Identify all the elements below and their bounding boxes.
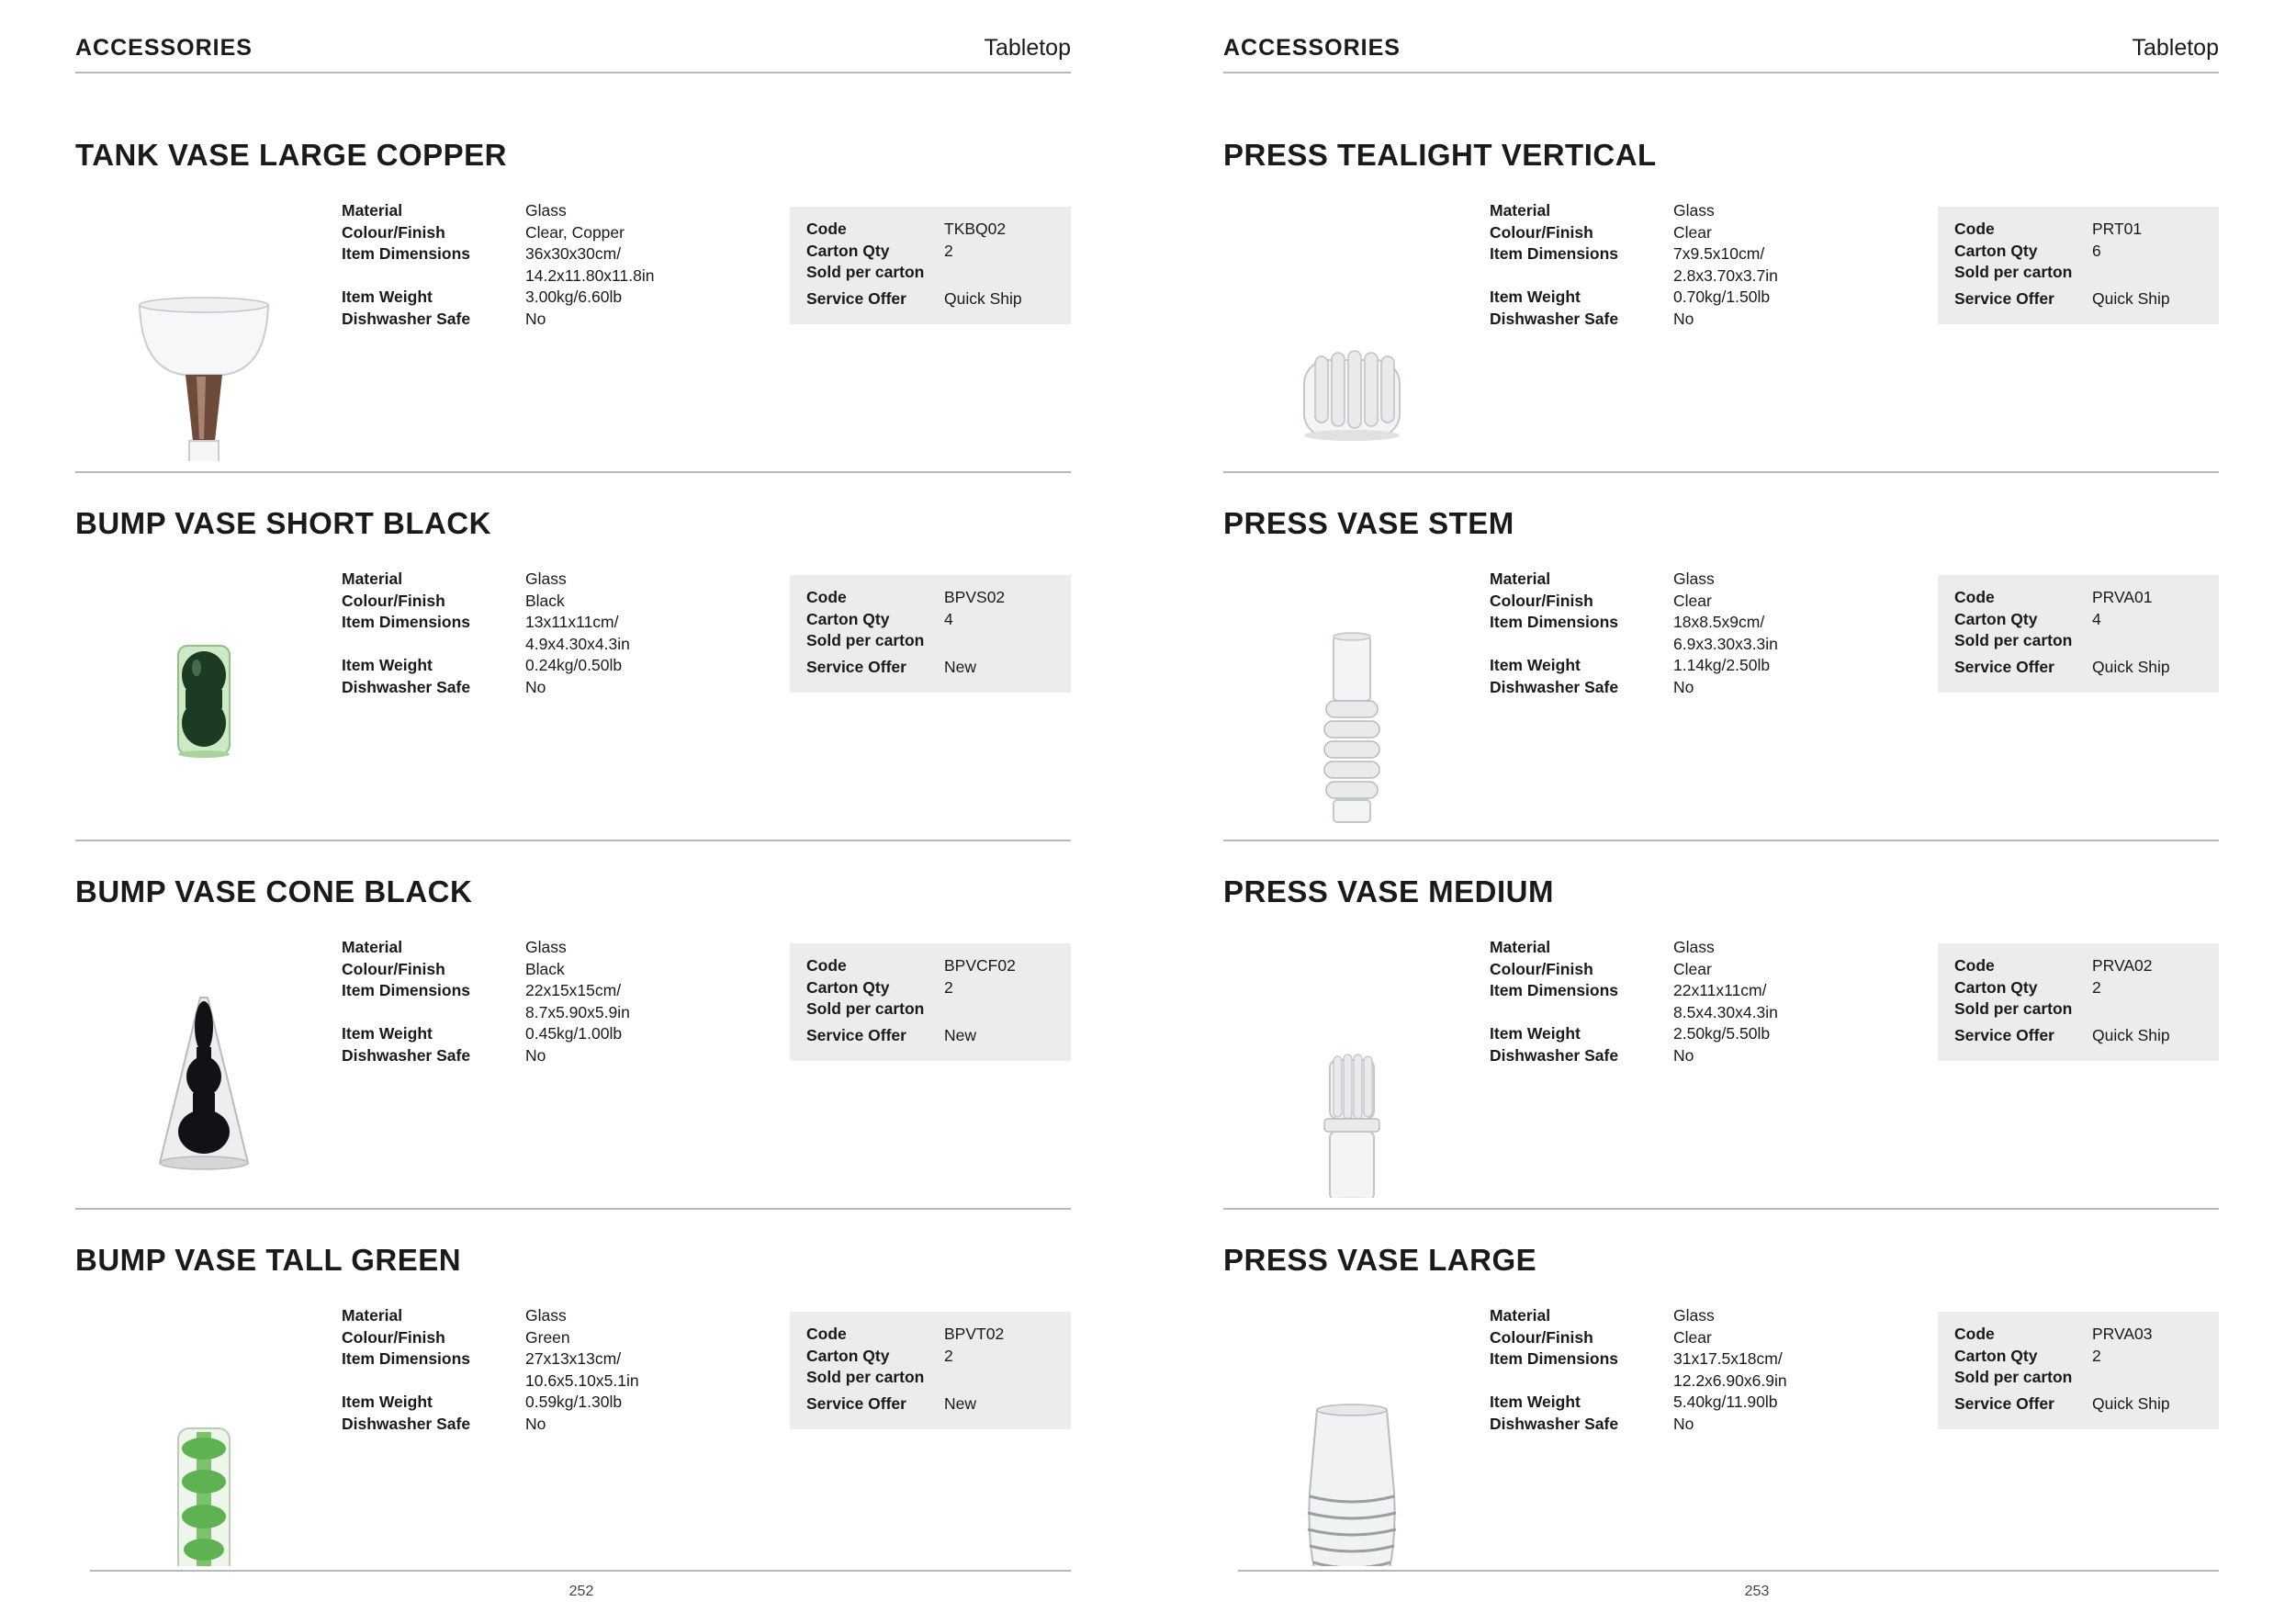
code-value: BPVCF02 [944, 956, 1016, 975]
page-number: 253 [1744, 1584, 1770, 1599]
product-card [1223, 471, 2219, 839]
carton-qty-label: Carton Qty [1954, 977, 2038, 997]
code-value: BPVS02 [944, 588, 1006, 606]
service-offer-label: Service Offer [806, 288, 906, 308]
weight-value: 0.45kg/1.00lb [525, 1024, 623, 1043]
order-info-box [1938, 207, 2219, 324]
product-title: PRESS TEALIGHT VERTICAL [1223, 138, 1657, 172]
material-value: Glass [1673, 1306, 1715, 1325]
finish-value: Clear, Copper [525, 222, 625, 242]
carton-qty-value: 4 [2092, 609, 2101, 628]
carton-qty-value: 4 [944, 609, 953, 628]
sold-per-carton-label: Sold per carton [1954, 631, 2073, 649]
dishwasher-label: Dishwasher Safe [1490, 1414, 1619, 1433]
dishwasher-label: Dishwasher Safe [342, 677, 471, 696]
finish-value: Clear [1673, 222, 1712, 242]
weight-value: 0.59kg/1.30lb [525, 1393, 623, 1411]
carton-qty-value: 2 [944, 1346, 953, 1365]
code-label: Code [1954, 588, 1995, 606]
finish-label: Colour/Finish [1490, 222, 1593, 242]
dimensions-cm-value: 22x15x15cm/ [525, 981, 622, 999]
material-label: Material [1490, 938, 1551, 956]
bump-vase-cone-image [112, 931, 296, 1198]
code-label: Code [806, 1325, 847, 1343]
dimensions-cm-value: 31x17.5x18cm/ [1673, 1349, 1783, 1368]
carton-qty-label: Carton Qty [1954, 609, 2038, 628]
dimensions-cm-value: 36x30x30cm/ [525, 244, 622, 263]
weight-label: Item Weight [342, 656, 433, 674]
material-value: Glass [1673, 201, 1715, 220]
dishwasher-value: No [1673, 1414, 1694, 1433]
dishwasher-label: Dishwasher Safe [1490, 677, 1619, 696]
dimensions-cm-value: 27x13x13cm/ [525, 1349, 622, 1368]
order-info-box [1938, 575, 2219, 693]
code-value: PRVA01 [2092, 588, 2153, 606]
finish-label: Colour/Finish [1490, 959, 1593, 978]
dimensions-in-value: 6.9x3.30x3.3in [1673, 634, 1778, 653]
carton-qty-value: 2 [944, 241, 953, 260]
dishwasher-value: No [1673, 677, 1694, 696]
finish-label: Colour/Finish [342, 959, 445, 978]
carton-qty-label: Carton Qty [806, 977, 890, 997]
product-specs [342, 200, 746, 330]
carton-qty-value: 2 [2092, 1346, 2101, 1365]
finish-value: Black [525, 959, 565, 978]
material-value: Glass [525, 201, 567, 220]
dishwasher-label: Dishwasher Safe [342, 309, 471, 328]
dimensions-label: Item Dimensions [342, 981, 471, 999]
dimensions-label: Item Dimensions [1490, 1349, 1619, 1368]
catalog-page-right [1148, 0, 2296, 1624]
order-info-box [790, 943, 1071, 1061]
dishwasher-value: No [525, 677, 546, 696]
dishwasher-value: No [525, 309, 546, 328]
dimensions-cm-value: 7x9.5x10cm/ [1673, 244, 1765, 263]
sold-per-carton-label: Sold per carton [806, 1368, 925, 1386]
service-offer-value: Quick Ship [2092, 1025, 2170, 1044]
dimensions-cm-value: 22x11x11cm/ [1673, 981, 1767, 999]
footer-divider [1238, 1570, 2219, 1572]
code-label: Code [1954, 1325, 1995, 1343]
dimensions-label: Item Dimensions [1490, 981, 1619, 999]
product-title: BUMP VASE SHORT BLACK [75, 506, 491, 540]
weight-value: 1.14kg/2.50lb [1673, 656, 1771, 674]
code-label: Code [1954, 220, 1995, 238]
dishwasher-label: Dishwasher Safe [1490, 309, 1619, 328]
service-offer-value: Quick Ship [2092, 288, 2170, 308]
product-specs [342, 937, 746, 1066]
finish-label: Colour/Finish [1490, 591, 1593, 610]
code-value: PRT01 [2092, 220, 2143, 238]
finish-label: Colour/Finish [342, 591, 445, 610]
product-specs [1490, 569, 1894, 698]
product-title: BUMP VASE CONE BLACK [75, 874, 473, 908]
service-offer-value: Quick Ship [944, 288, 1022, 308]
material-label: Material [342, 201, 403, 220]
dishwasher-value: No [525, 1045, 546, 1065]
sold-per-carton-label: Sold per carton [806, 999, 925, 1018]
order-info-box [790, 575, 1071, 693]
finish-value: Clear [1673, 591, 1712, 610]
page-header [1223, 33, 2219, 73]
product-card [75, 840, 1071, 1207]
dishwasher-label: Dishwasher Safe [342, 1045, 471, 1065]
section-title: ACCESSORIES [1223, 35, 1401, 61]
product-title: PRESS VASE STEM [1223, 506, 1514, 540]
weight-value: 0.24kg/0.50lb [525, 656, 623, 674]
product-divider [75, 471, 1071, 473]
dishwasher-value: No [1673, 309, 1694, 328]
product-card [75, 1208, 1071, 1575]
product-card [75, 103, 1071, 470]
carton-qty-value: 2 [944, 977, 953, 997]
weight-label: Item Weight [342, 1393, 433, 1411]
service-offer-label: Service Offer [806, 1393, 906, 1413]
weight-label: Item Weight [1490, 288, 1581, 306]
carton-qty-label: Carton Qty [1954, 1346, 2038, 1365]
code-label: Code [806, 220, 847, 238]
carton-qty-label: Carton Qty [806, 241, 890, 260]
press-vase-stem-image [1260, 563, 1444, 829]
service-offer-label: Service Offer [806, 1025, 906, 1044]
dimensions-label: Item Dimensions [342, 1349, 471, 1368]
page-header [75, 33, 1071, 73]
dishwasher-value: No [525, 1414, 546, 1433]
product-specs [1490, 1305, 1894, 1435]
dimensions-cm-value: 13x11x11cm/ [525, 613, 619, 631]
weight-label: Item Weight [342, 288, 433, 306]
dimensions-in-value: 8.7x5.90x5.9in [525, 1002, 630, 1021]
product-specs [1490, 937, 1894, 1066]
sold-per-carton-label: Sold per carton [806, 631, 925, 649]
dishwasher-label: Dishwasher Safe [342, 1414, 471, 1433]
material-label: Material [342, 570, 403, 588]
material-label: Material [1490, 201, 1551, 220]
dimensions-in-value: 12.2x6.90x6.9in [1673, 1370, 1787, 1390]
product-divider [75, 840, 1071, 841]
product-divider [1223, 471, 2219, 473]
service-offer-label: Service Offer [1954, 1393, 2054, 1413]
product-divider [75, 1208, 1071, 1210]
category-title: Tabletop [984, 35, 1071, 61]
press-vase-medium-image [1260, 931, 1444, 1198]
carton-qty-label: Carton Qty [1954, 241, 2038, 260]
product-title: PRESS VASE LARGE [1223, 1243, 1537, 1277]
finish-label: Colour/Finish [1490, 1327, 1593, 1347]
product-specs [342, 569, 746, 698]
product-card [1223, 103, 2219, 470]
material-label: Material [1490, 1306, 1551, 1325]
weight-value: 5.40kg/11.90lb [1673, 1393, 1778, 1411]
weight-value: 3.00kg/6.60lb [525, 288, 623, 306]
sold-per-carton-label: Sold per carton [1954, 999, 2073, 1018]
finish-value: Clear [1673, 1327, 1712, 1347]
product-title: PRESS VASE MEDIUM [1223, 874, 1554, 908]
press-vase-large-image [1260, 1300, 1444, 1566]
dimensions-in-value: 14.2x11.80x11.8in [525, 265, 655, 285]
product-specs [1490, 200, 1894, 330]
finish-label: Colour/Finish [342, 222, 445, 242]
code-value: TKBQ02 [944, 220, 1007, 238]
finish-label: Colour/Finish [342, 1327, 445, 1347]
code-value: PRVA02 [2092, 956, 2153, 975]
order-info-box [790, 1312, 1071, 1429]
press-tealight-image [1260, 195, 1444, 461]
carton-qty-value: 6 [2092, 241, 2101, 260]
dishwasher-label: Dishwasher Safe [1490, 1045, 1619, 1065]
service-offer-value: New [944, 1025, 977, 1044]
weight-label: Item Weight [1490, 1024, 1581, 1043]
service-offer-value: Quick Ship [2092, 657, 2170, 676]
order-info-box [790, 207, 1071, 324]
service-offer-label: Service Offer [806, 657, 906, 676]
product-card [1223, 840, 2219, 1207]
material-value: Glass [1673, 570, 1715, 588]
finish-value: Clear [1673, 959, 1712, 978]
finish-value: Green [525, 1327, 570, 1347]
material-value: Glass [525, 1306, 567, 1325]
service-offer-value: New [944, 657, 977, 676]
product-divider [1223, 1208, 2219, 1210]
service-offer-value: Quick Ship [2092, 1393, 2170, 1413]
carton-qty-label: Carton Qty [806, 1346, 890, 1365]
product-card [1223, 1208, 2219, 1575]
product-specs [342, 1305, 746, 1435]
product-card [75, 471, 1071, 839]
product-title: TANK VASE LARGE COPPER [75, 138, 507, 172]
code-value: PRVA03 [2092, 1325, 2153, 1343]
dimensions-in-value: 10.6x5.10x5.1in [525, 1370, 639, 1390]
service-offer-value: New [944, 1393, 977, 1413]
weight-label: Item Weight [1490, 656, 1581, 674]
bump-vase-short-image [112, 563, 296, 829]
weight-label: Item Weight [1490, 1393, 1581, 1411]
weight-label: Item Weight [342, 1024, 433, 1043]
dimensions-in-value: 8.5x4.30x4.3in [1673, 1002, 1778, 1021]
sold-per-carton-label: Sold per carton [806, 263, 925, 281]
dimensions-label: Item Dimensions [1490, 613, 1619, 631]
code-label: Code [806, 956, 847, 975]
dimensions-label: Item Dimensions [1490, 244, 1619, 263]
material-value: Glass [525, 570, 567, 588]
material-label: Material [342, 938, 403, 956]
dimensions-label: Item Dimensions [342, 613, 471, 631]
dimensions-label: Item Dimensions [342, 244, 471, 263]
page-number: 252 [568, 1584, 594, 1599]
weight-value: 2.50kg/5.50lb [1673, 1024, 1771, 1043]
service-offer-label: Service Offer [1954, 657, 2054, 676]
code-label: Code [806, 588, 847, 606]
dishwasher-value: No [1673, 1045, 1694, 1065]
product-title: BUMP VASE TALL GREEN [75, 1243, 462, 1277]
service-offer-label: Service Offer [1954, 288, 2054, 308]
service-offer-label: Service Offer [1954, 1025, 2054, 1044]
section-title: ACCESSORIES [75, 35, 253, 61]
material-label: Material [342, 1306, 403, 1325]
footer-divider [90, 1570, 1071, 1572]
sold-per-carton-label: Sold per carton [1954, 1368, 2073, 1386]
category-title: Tabletop [2132, 35, 2219, 61]
finish-value: Black [525, 591, 565, 610]
weight-value: 0.70kg/1.50lb [1673, 288, 1771, 306]
code-label: Code [1954, 956, 1995, 975]
dimensions-in-value: 2.8x3.70x3.7in [1673, 265, 1778, 285]
carton-qty-label: Carton Qty [806, 609, 890, 628]
material-label: Material [1490, 570, 1551, 588]
sold-per-carton-label: Sold per carton [1954, 263, 2073, 281]
material-value: Glass [525, 938, 567, 956]
bump-vase-tall-image [112, 1300, 296, 1566]
material-value: Glass [1673, 938, 1715, 956]
order-info-box [1938, 943, 2219, 1061]
carton-qty-value: 2 [2092, 977, 2101, 997]
order-info-box [1938, 1312, 2219, 1429]
product-divider [1223, 840, 2219, 841]
dimensions-cm-value: 18x8.5x9cm/ [1673, 613, 1765, 631]
tank-vase-copper-image [112, 195, 296, 461]
code-value: BPVT02 [944, 1325, 1005, 1343]
dimensions-in-value: 4.9x4.30x4.3in [525, 634, 630, 653]
